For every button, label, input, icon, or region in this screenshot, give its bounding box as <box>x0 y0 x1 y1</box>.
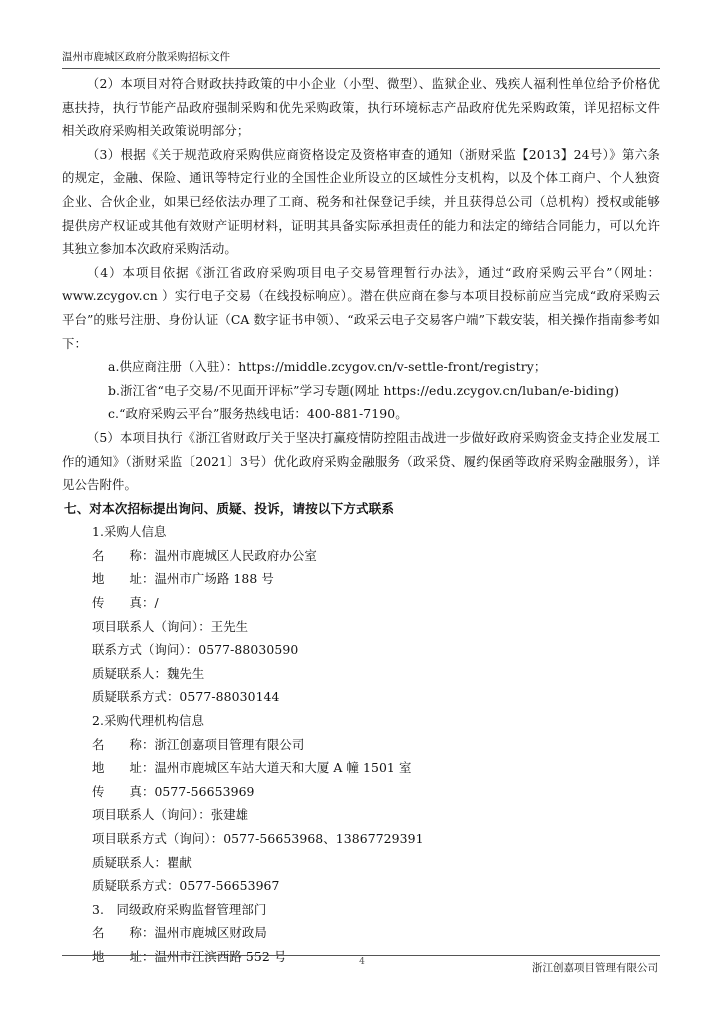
paragraph-policy-support: （2）本项目对符合财政扶持政策的中小企业（小型、微型）、监狱企业、残疾人福利性单位给予价格优惠扶持，执行节能产品政府强制采购和优先采购政策，执行环境标志产品政府优先采购政策，详见招标文件相关政府采购相关政策说明部分； <box>62 76 660 139</box>
supervisor-name: 名 称：温州市鹿城区财政局 <box>92 925 267 941</box>
guide-item-service-hotline: c.“政府采购云平台”服务热线电话：400-881-7190。 <box>108 406 408 422</box>
agency-contact-phone: 项目联系方式（询问）：0577-56653968、13867729391 <box>92 831 424 846</box>
guide-item-learning-topic: b.浙江省“电子交易/不见面开评标”学习专题(网址 https://edu.zcygov.cn/luban/e-biding) <box>108 382 620 398</box>
supervisor-heading: 3. 同级政府采购监督管理部门 <box>92 901 267 917</box>
purchaser-name: 名 称：温州市鹿城区人民政府办公室 <box>92 547 317 563</box>
agency-heading: 2.采购代理机构信息 <box>92 713 204 729</box>
purchaser-contact-phone: 联系方式（询问）：0577-88030590 <box>92 642 299 658</box>
guide-item-supplier-registration: a.供应商注册（入驻）：https://middle.zcygov.cn/v-settle-front/registry； <box>108 359 547 375</box>
agency-objection-contact: 质疑联系人：瞿献 <box>92 854 192 870</box>
purchaser-objection-phone: 质疑联系方式：0577-88030144 <box>92 689 280 705</box>
agency-fax: 传 真：0577-56653969 <box>92 783 255 799</box>
supervisor-address: 地 址：温州市江滨西路 552 号 <box>92 948 287 964</box>
section-heading-contact: 七、对本次招标提出询问、质疑、投诉，请按以下方式联系 <box>64 500 395 516</box>
document-header <box>62 50 660 69</box>
purchaser-heading: 1.采购人信息 <box>92 524 167 540</box>
paragraph-financial-services: （5）本项目执行《浙江省财政厅关于坚决打赢疫情防控阻击战进一步做好政府采购资金支持企业发展工作的通知》（浙财采监〔2021〕3号）优化政府采购金融服务（政采贷、履约保函等政府采购金融服务），详见公告附件。 <box>62 429 660 493</box>
agency-address: 地 址：温州市鹿城区车站大道天和大厦 A 幢 1501 室 <box>92 760 412 776</box>
page-number: 4 <box>359 957 365 967</box>
paragraph-qualification-rules: （3）根据《关于规范政府采购供应商资格设定及资格审查的通知（浙财采监【2013】24号）》第六条的规定，金融、保险、通讯等特定行业的全国性企业所设立的区域性分支机构，以及个体工商户、个人独资企业、合伙企业，如果已经依法办理了工商、税务和社保登记手续，并且获得总公司（总机构）授权或能够提供房产权证或其他有效财产证明材料，证明其具备实际承担责任的能力和法定的缔结合同能力，可以允许其独立参加本次政府采购活动。 <box>62 146 660 257</box>
footer-divider <box>62 955 660 956</box>
footer-company: 浙江创嘉项目管理有限公司 <box>532 962 658 974</box>
page-content <box>62 72 660 969</box>
paragraph-electronic-trading: （4）本项目依据《浙江省政府采购项目电子交易管理暂行办法》，通过“政府采购云平台”（网址： www.zcygov.cn ）实行电子交易（在线投标响应）。潜在供应商在参与本项目投标前应当完成“政府采购云平台”的账号注册、身份认证（CA 数字证书申领）、“政采云电子交易客户端”下载安装，相关操作指南参考如下： <box>62 264 660 351</box>
agency-contact: 项目联系人（询问）：张建雄 <box>92 807 249 823</box>
agency-name: 名 称：浙江创嘉项目管理有限公司 <box>92 736 305 752</box>
purchaser-objection-contact: 质疑联系人：魏先生 <box>92 665 205 681</box>
agency-objection-phone: 质疑联系方式：0577-56653967 <box>92 878 280 894</box>
purchaser-address: 地 址：温州市广场路 188 号 <box>92 571 274 587</box>
purchaser-fax: 传 真：/ <box>92 595 159 611</box>
header-title: 温州市鹿城区政府分散采购招标文件 <box>62 51 230 63</box>
purchaser-contact: 项目联系人（询问）：王先生 <box>92 618 249 634</box>
